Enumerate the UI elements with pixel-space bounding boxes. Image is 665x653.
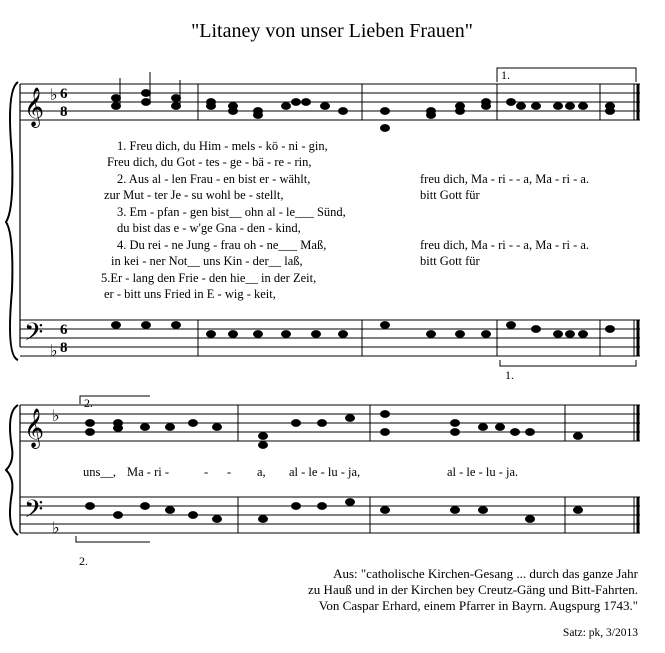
source-line-1: Aus: "catholische Kirchen-Gesang ... durch das ganze Jahr	[333, 566, 638, 581]
flat-icon: ♭	[52, 520, 60, 537]
treble-staff-1	[20, 84, 640, 120]
lyric-line-5: 3. Em - pfan - gen bist__ ohn al - le___ Sünd,	[117, 205, 346, 219]
lyrics-block	[101, 139, 589, 301]
volta-bracket-1	[497, 68, 636, 82]
title: "Litaney von unser Lieben Frauen"	[191, 20, 473, 42]
volta-label-1-bass: 1.	[505, 368, 514, 382]
source-line-3: Von Caspar Erhard, einem Pfarrer in Bayrn. Augspurg 1743."	[318, 598, 638, 613]
refrain-line-4: bitt Gott für	[420, 188, 480, 202]
lyric-s2-2: Ma - ri -	[127, 465, 169, 479]
volta-label-2: 2.	[84, 396, 93, 410]
lyric-line-1: 1. Freu dich, du Him - mels - kö - ni - gin,	[117, 139, 328, 153]
time-sig-den: 8	[60, 340, 68, 356]
arranger-credit: Satz: pk, 3/2013	[562, 627, 638, 639]
flat-icon: ♭	[52, 408, 60, 425]
lyric-s2-7: al - le - lu - ja.	[447, 465, 519, 479]
flat-icon: ♭	[50, 87, 58, 104]
lyric-s2-6: al - le - lu - ja,	[289, 465, 361, 479]
volta-label-1: 1.	[501, 68, 510, 82]
refrain-line-7: freu dich, Ma - ri - - a, Ma - ri - a.	[420, 238, 590, 252]
lyric-s2-5: a,	[257, 465, 266, 479]
bass-clef-icon: 𝄢	[24, 496, 44, 529]
time-sig-den: 8	[60, 104, 68, 120]
lyric-line-3: 2. Aus al - len Frau - en bist er - wählt,	[117, 172, 311, 186]
system-brace	[6, 82, 18, 360]
lyric-line-8: in kei - ner Not__ uns Kin - der__ laß,	[111, 254, 303, 268]
source-line-2: zu Hauß und in der Kirchen bey Creutz-Gäng und Bitt-Fahrten.	[308, 582, 638, 597]
treble-clef-icon: 𝄞	[24, 89, 45, 126]
lyric-s2-1: uns__,	[83, 465, 116, 479]
lyric-line-7: 4. Du rei - ne Jung - frau oh - ne___ Maß,	[117, 238, 327, 252]
time-sig-num: 6	[60, 322, 68, 338]
lyric-s2-3: -	[204, 465, 209, 479]
refrain-line-8: bitt Gott für	[420, 254, 480, 268]
bass-clef-icon: 𝄢	[24, 319, 44, 352]
lyrics-system-2	[83, 465, 518, 479]
volta-bracket-1-bass	[500, 360, 636, 366]
refrain-line-3: freu dich, Ma - ri - - a, Ma - ri - a.	[420, 172, 590, 186]
lyric-line-10: er - bitt uns Fried in E - wig - keit,	[104, 287, 276, 301]
system-brace-2	[6, 405, 18, 535]
volta-bracket-2-bass	[76, 536, 150, 542]
treble-notes-2	[86, 405, 639, 448]
lyric-line-2: Freu dich, du Got - tes - ge - bä - re - rin,	[107, 155, 312, 169]
lyric-line-4: zur Mut - ter Je - su wohl be - stellt,	[104, 188, 284, 202]
volta-label-2-bass: 2.	[79, 554, 88, 568]
lyric-s2-4: -	[227, 465, 232, 479]
lyric-line-6: du bist das e - w'ge Gna - den - kind,	[117, 221, 301, 235]
flat-icon: ♭	[50, 343, 58, 360]
time-sig-num: 6	[60, 86, 68, 102]
treble-clef-icon: 𝄞	[24, 410, 45, 447]
lyric-line-9: 5.Er - lang den Frie - den hie__ in der Zeit,	[101, 271, 317, 285]
